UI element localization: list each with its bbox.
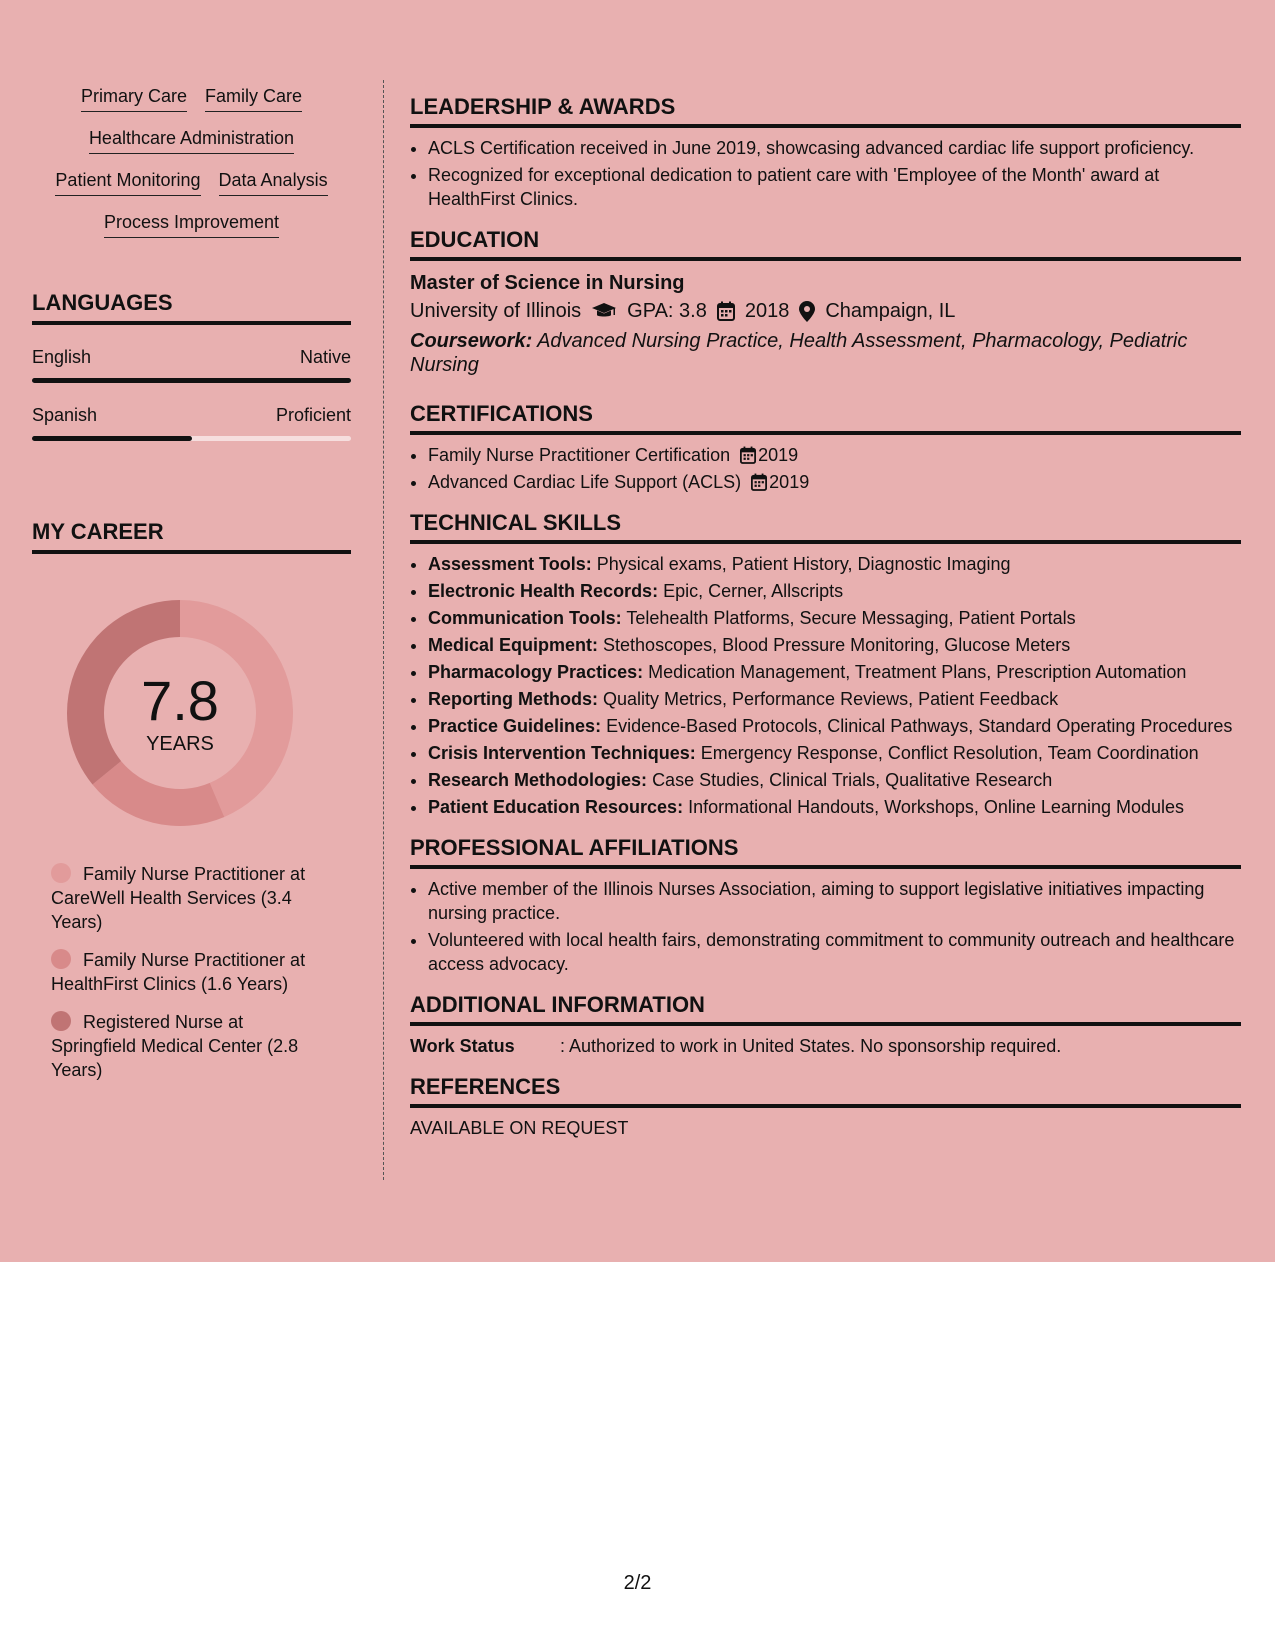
skill-label: Communication Tools: — [428, 608, 622, 628]
left-column — [32, 84, 351, 1096]
page-number: 2/2 — [623, 1572, 652, 1594]
career-heading: MY CAREER — [32, 519, 351, 554]
skill-label: Assessment Tools: — [428, 554, 592, 574]
degree-title: Master of Science in Nursing — [410, 272, 685, 294]
career-legend-text: Registered Nurse at Springfield Medical Center (2.8 Years) — [51, 1012, 299, 1080]
leadership-heading: LEADERSHIP & AWARDS — [410, 94, 1241, 128]
calendar-icon — [740, 446, 756, 464]
list-item: • Active member of the Illinois Nurses Association, aiming to support legislative initiatives impacting nursing practice. — [428, 877, 1241, 925]
education-section — [410, 227, 1241, 377]
language-bar — [32, 378, 351, 383]
language-bar-fill — [32, 378, 351, 383]
technical-skill-item — [428, 741, 1241, 765]
technical-skill-item — [428, 552, 1241, 576]
career-total-unit: YEARS — [146, 732, 214, 755]
additional-info-section — [410, 992, 1241, 1058]
skill-tag: Data Analysis — [219, 168, 328, 196]
legend-dot — [51, 1011, 71, 1031]
skill-text: Telehealth Platforms, Secure Messaging, Patient Portals — [626, 608, 1076, 628]
graduation-cap-icon — [591, 302, 617, 320]
skill-label: Research Methodologies: — [428, 770, 648, 790]
map-pin-icon — [799, 301, 815, 322]
skill-text: Informational Handouts, Workshops, Online Learning Modules — [688, 797, 1185, 817]
skill-tag: Patient Monitoring — [55, 168, 200, 196]
language-item — [32, 405, 351, 441]
skill-label: Pharmacology Practices: — [428, 662, 644, 682]
coursework-list: Advanced Nursing Practice, Health Assessment, Pharmacology, Pediatric Nursing — [410, 330, 1188, 376]
skill-text: Stethoscopes, Blood Pressure Monitoring, Glucose Meters — [603, 635, 1071, 655]
affiliations-section — [410, 835, 1241, 976]
technical-skill-item — [428, 687, 1241, 711]
certification-item — [428, 470, 1241, 494]
list-item: • Volunteered with local health fairs, demonstrating commitment to community outreach and healthcare access advocacy. — [428, 928, 1241, 976]
affiliations-heading: PROFESSIONAL AFFILIATIONS — [410, 835, 1241, 869]
certification-name: Family Nurse Practitioner Certification — [428, 445, 731, 465]
language-bar — [32, 436, 351, 441]
column-divider — [383, 80, 384, 1180]
career-legend-item — [51, 948, 322, 996]
career-legend-text: Family Nurse Practitioner at CareWell Health Services (3.4 Years) — [51, 864, 306, 932]
career-legend-text: Family Nurse Practitioner at HealthFirst Clinics (1.6 Years) — [51, 950, 306, 994]
skill-text: Evidence-Based Protocols, Clinical Pathways, Standard Operating Procedures — [606, 716, 1233, 736]
skill-label: Medical Equipment: — [428, 635, 599, 655]
skill-text: Medication Management, Treatment Plans, Prescription Automation — [648, 662, 1187, 682]
list-item: • Recognized for exceptional dedication to patient care with 'Employee of the Month' award at HealthFirst Clinics. — [428, 163, 1241, 211]
coursework — [410, 329, 1241, 377]
gpa-text: GPA: 3.8 — [627, 300, 707, 322]
school-location: Champaign, IL — [825, 300, 956, 322]
career-legend-item — [51, 1010, 322, 1082]
technical-skill-item — [428, 633, 1241, 657]
language-name: Spanish — [32, 405, 98, 425]
skill-text: Quality Metrics, Performance Reviews, Patient Feedback — [603, 689, 1059, 709]
certification-year: 2019 — [758, 445, 799, 465]
technical-skill-item — [428, 660, 1241, 684]
technical-skill-item — [428, 714, 1241, 738]
skill-text: Physical exams, Patient History, Diagnostic Imaging — [596, 554, 1011, 574]
certifications-heading: CERTIFICATIONS — [410, 401, 1241, 435]
technical-skills-heading: TECHNICAL SKILLS — [410, 510, 1241, 544]
skill-tag: Family Care — [205, 84, 302, 112]
skill-label: Electronic Health Records: — [428, 581, 659, 601]
references-text: AVAILABLE ON REQUEST — [410, 1118, 629, 1138]
graduation-year: 2018 — [744, 300, 790, 322]
technical-skill-item — [428, 795, 1241, 819]
skill-tag: Process Improvement — [104, 210, 279, 238]
languages-section — [32, 290, 351, 441]
technical-skill-item — [428, 768, 1241, 792]
leadership-section — [410, 94, 1241, 211]
career-section — [32, 519, 351, 1082]
skill-label: Patient Education Resources: — [428, 797, 684, 817]
language-name: English — [32, 347, 92, 367]
skill-tag: Primary Care — [81, 84, 187, 112]
work-status-label: Work Status — [410, 1036, 515, 1056]
skill-text: Epic, Cerner, Allscripts — [663, 581, 844, 601]
career-total-value: 7.8 — [141, 668, 219, 732]
certification-name: Advanced Cardiac Life Support (ACLS) — [428, 472, 742, 492]
technical-skill-item — [428, 606, 1241, 630]
references-section — [410, 1074, 1241, 1140]
legend-dot — [51, 863, 71, 883]
career-donut-chart — [65, 598, 295, 828]
legend-dot — [51, 949, 71, 969]
education-details — [410, 297, 1241, 325]
certifications-section — [410, 401, 1241, 494]
certification-year: 2019 — [769, 472, 810, 492]
language-item — [32, 347, 351, 383]
coursework-label: Coursework: — [410, 330, 533, 352]
right-column — [410, 94, 1241, 1156]
work-status-value: : Authorized to work in United States. No sponsorship required. — [560, 1036, 1062, 1056]
skill-tags — [32, 84, 351, 238]
language-bar-fill — [32, 436, 192, 441]
career-legend — [32, 862, 322, 1082]
skill-label: Reporting Methods: — [428, 689, 598, 709]
calendar-icon — [717, 301, 735, 321]
skill-label: Practice Guidelines: — [428, 716, 602, 736]
list-item: • ACLS Certification received in June 2019, showcasing advanced cardiac life support proficiency. — [428, 136, 1241, 160]
references-heading: REFERENCES — [410, 1074, 1241, 1108]
skill-label: Crisis Intervention Techniques: — [428, 743, 696, 763]
skill-tag: Healthcare Administration — [89, 126, 294, 154]
skill-text: Case Studies, Clinical Trials, Qualitative Research — [652, 770, 1053, 790]
career-legend-item — [51, 862, 322, 934]
technical-skills-section — [410, 510, 1241, 819]
language-level: Proficient — [275, 405, 351, 425]
languages-heading: LANGUAGES — [32, 290, 351, 325]
certification-item — [428, 443, 1241, 467]
technical-skill-item — [428, 579, 1241, 603]
additional-info-heading: ADDITIONAL INFORMATION — [410, 992, 1241, 1026]
education-heading: EDUCATION — [410, 227, 1241, 261]
school-name: University of Illinois — [410, 300, 582, 322]
calendar-icon — [751, 473, 767, 491]
language-level: Native — [299, 347, 351, 367]
skill-text: Emergency Response, Conflict Resolution, Team Coordination — [700, 743, 1199, 763]
